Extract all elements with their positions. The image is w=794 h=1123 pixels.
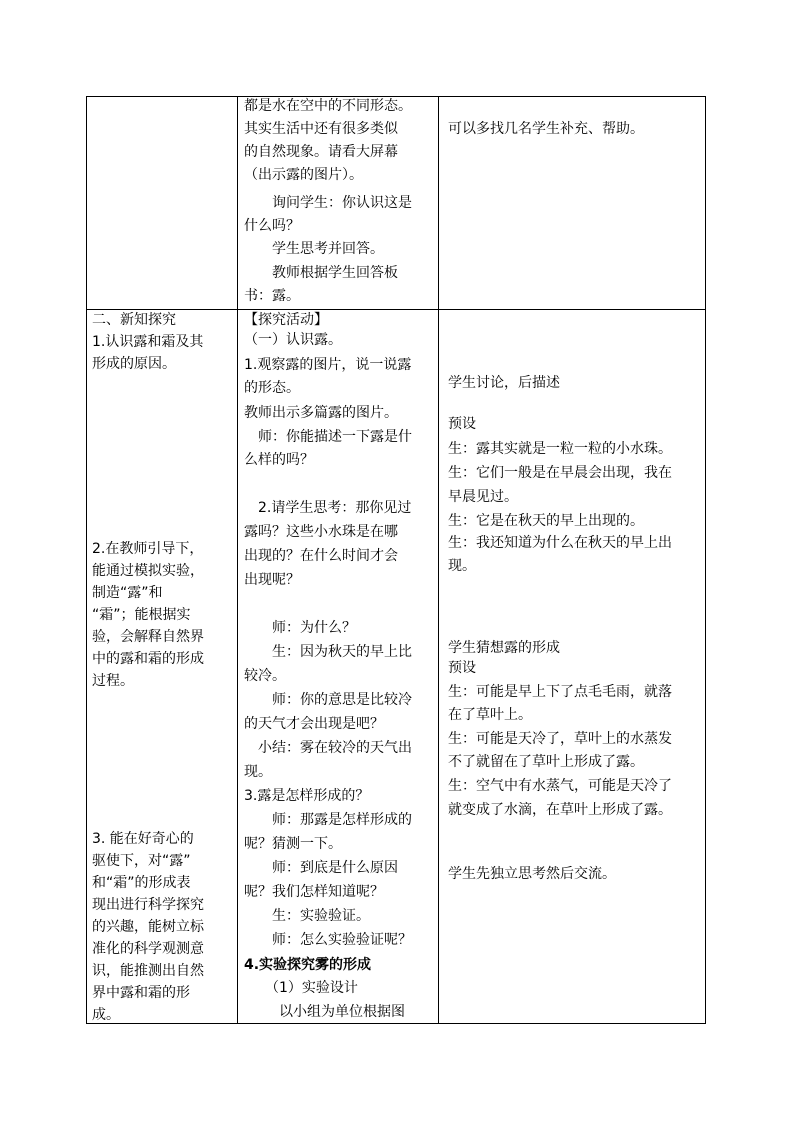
text-line: 现。 xyxy=(448,558,476,574)
text-line: 学生讨论，后描述 xyxy=(448,375,560,391)
text-line: 形成的原因。 xyxy=(92,356,176,372)
text-line: 都是水在空中的不同形态。 xyxy=(244,98,412,114)
text-line: （出示露的图片）。 xyxy=(244,167,363,183)
text-line: 界中露和霜的形 xyxy=(92,985,190,1001)
text-line: 准化的科学观测意 xyxy=(92,941,204,957)
text-line: 生：我还知道为什么在秋天的早上出 xyxy=(448,535,672,551)
table-border-left xyxy=(86,96,87,1024)
text-line: “霜”；能根据实 xyxy=(92,607,191,623)
text-line: 师：你的意思是比较冷 xyxy=(272,692,412,708)
text-line: 在了草叶上。 xyxy=(448,707,532,723)
text-line: （1）实验设计 xyxy=(265,980,358,996)
text-line: 师：你能描述一下露是什 xyxy=(258,429,412,445)
text-line: 生：实验验证。 xyxy=(272,908,370,924)
text-line: 的形态。 xyxy=(244,380,300,396)
text-line: 2.在教师引导下， xyxy=(92,541,204,557)
text-line: 1.观察露的图片，说一说露 xyxy=(244,357,412,373)
text-line: 可以多找几名学生补充、帮助。 xyxy=(448,121,644,137)
row1-process-cell xyxy=(243,96,438,309)
text-line: 学生先独立思考然后交流。 xyxy=(448,866,616,882)
text-line: 呢？猜测一下。 xyxy=(244,836,342,852)
text-line: 露吗？这些小水珠是在哪 xyxy=(244,524,398,540)
text-line: 不了就留在了草叶上形成了露。 xyxy=(448,754,644,770)
text-line: 中的露和霜的形成 xyxy=(92,651,204,667)
text-line: 呢？我们怎样知道呢？ xyxy=(244,884,384,900)
text-line: 师：到底是什么原因 xyxy=(272,860,398,876)
table-border-col1 xyxy=(237,96,238,1024)
text-line: 预设 xyxy=(448,416,476,432)
text-line: 就变成了水滴，在草叶上形成了露。 xyxy=(448,802,672,818)
text-line: 生：可能是天冷了，草叶上的水蒸发 xyxy=(448,731,672,747)
text-line: 学生思考并回答。 xyxy=(272,241,384,257)
text-line: 教师出示多篇露的图片。 xyxy=(244,405,398,421)
text-line: 驱使下，对“露” xyxy=(92,853,191,869)
text-line: 制造“露”和 xyxy=(92,585,163,601)
text-line: 教师根据学生回答板 xyxy=(272,265,398,281)
text-line: 2.请学生思考：那你见过 xyxy=(258,500,412,516)
text-line: 出现呢？ xyxy=(244,572,300,588)
text-line: 验，会解释自然界 xyxy=(92,629,204,645)
section-heading: 二、新知探究 xyxy=(92,312,176,328)
text-line: 现。 xyxy=(244,764,272,780)
text-line: 其实生活中还有很多类似 xyxy=(244,121,398,137)
text-line: 以小组为单位根据图 xyxy=(279,1004,405,1020)
text-line: 和“霜”的形成表 xyxy=(92,875,191,891)
text-line: 生：它是在秋天的早上出现的。 xyxy=(448,513,644,529)
text-line: 过程。 xyxy=(92,673,134,689)
text-line: 3.露是怎样形成的？ xyxy=(244,788,370,804)
text-line: 生：露其实就是一粒一粒的小水珠。 xyxy=(448,441,672,457)
text-line: 生：可能是早上下了点毛毛雨，就落 xyxy=(448,684,672,700)
text-line: 生：空气中有水蒸气，可能是天冷了 xyxy=(448,778,672,794)
text-line: 预设 xyxy=(448,660,476,676)
row2-objectives-cell xyxy=(92,310,237,1023)
section-heading: 【探究活动】 xyxy=(244,312,328,328)
text-line: （一）认识露。 xyxy=(244,332,342,348)
text-line: 生：因为秋天的早上比 xyxy=(272,644,412,660)
text-line: 早晨见过。 xyxy=(448,489,518,505)
text-line: 书：露。 xyxy=(244,288,300,304)
text-line: 3. 能在好奇心的 xyxy=(92,831,194,847)
row2-process-cell xyxy=(243,310,438,1023)
row2-student-cell xyxy=(444,310,704,1023)
text-line: 现出进行科学探究 xyxy=(92,897,204,913)
text-line: 师：怎么实验验证呢？ xyxy=(272,932,412,948)
table-border-col2 xyxy=(438,96,439,1024)
table-border-bottom xyxy=(86,1023,706,1024)
text-line: 的自然现象。请看大屏幕 xyxy=(244,144,398,160)
text-line: 学生猜想露的形成 xyxy=(448,640,560,656)
text-line: 识，能推测出自然 xyxy=(92,963,204,979)
table-border-right xyxy=(705,96,706,1024)
text-line: 的天气才会出现是吧？ xyxy=(244,716,384,732)
text-line: 较冷。 xyxy=(244,668,286,684)
row1-student-cell xyxy=(444,96,704,309)
text-line: 询问学生：你认识这是 xyxy=(272,195,412,211)
text-line: 小结：雾在较冷的天气出 xyxy=(258,740,412,756)
text-line: 么样的吗？ xyxy=(244,452,314,468)
text-line: 什么吗？ xyxy=(244,218,300,234)
text-line: 1.认识露和霜及其 xyxy=(92,334,204,350)
text-line: 成。 xyxy=(92,1007,120,1023)
text-line: 师：为什么？ xyxy=(272,620,356,636)
text-line: 出现的？在什么时间才会 xyxy=(244,548,398,564)
text-line: 的兴趣，能树立标 xyxy=(92,919,204,935)
subsection-heading: 4.实验探究雾的形成 xyxy=(244,957,372,973)
text-line: 师：那露是怎样形成的 xyxy=(272,812,412,828)
text-line: 生：它们一般是在早晨会出现，我在 xyxy=(448,465,672,481)
text-line: 能通过模拟实验， xyxy=(92,563,204,579)
